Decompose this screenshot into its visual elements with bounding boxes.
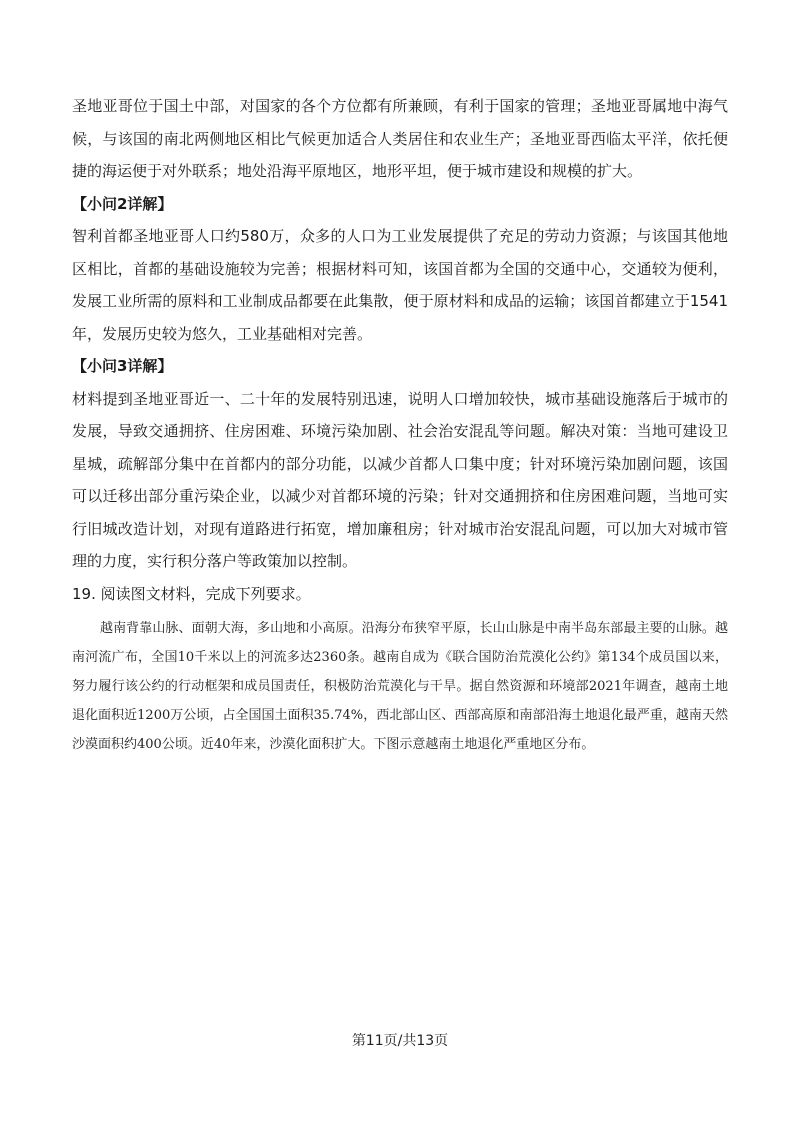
reading-material: 越南背靠山脉、面朝大海，多山地和小高原。沿海分布狭窄平原，长山山脉是中南半岛东部最主要的山脉。越南河流广布，全国10千米以上的河流多达2360条。越南自成为《联合国防治荒漠化公约》第134个成员国以来，努力履行该公约的行动框架和成员国责任，积极防治荒漠化与干旱。据自然资源和环境部2021年调查，越南土地退化面积近1200万公顷，占全国国土面积35.74%，西北部山区、西部高原和南部沿海土地退化最严重，越南天然沙漠面积约400公顷。近40年来，沙漠化面积扩大。下图示意越南土地退化严重地区分布。 [72,621,728,752]
page-number-footer: 第11页/共13页 [351,1033,449,1049]
answer-paragraph-1: 圣地亚哥位于国土中部，对国家的各个方位都有所兼顾，有利于国家的管理；圣地亚哥属地中海气候，与该国的南北两侧地区相比气候更加适合人类居住和农业生产；圣地亚哥西临太平洋，依托便捷的海运便于对外联系；地处沿海平原地区，地形平坦，便于城市建设和规模的扩大。 [72,97,728,180]
section-heading-q3: 【小问3详解】 [72,357,173,375]
answer-paragraph-2: 智利首都圣地亚哥人口约580万，众多的人口为工业发展提供了充足的劳动力资源；与该国其他地区相比，首都的基础设施较为完善；根据材料可知，该国首都为全国的交通中心，交通较为便利，发展工业所需的原料和工业制成品都要在此集散，便于原材料和成品的运输；该国首都建立于1541年，发展历史较为悠久，工业基础相对完善。 [72,227,728,343]
page-content [72,90,728,759]
answer-paragraph-3: 材料提到圣地亚哥近一、二十年的发展特别迅速，说明人口增加较快，城市基础设施落后于城市的发展，导致交通拥挤、住房困难、环境污染加剧、社会治安混乱等问题。解决对策：当地可建设卫星城，疏解部分集中在首都内的部分功能，以减少首都人口集中度；针对环境污染加剧问题，该国可以迁移出部分重污染企业，以减少对首都环境的污染；针对交通拥挤和住房困难问题，当地可实行旧城改造计划，对现有道路进行拓宽，增加廉租房；针对城市治安混乱问题，可以加大对城市管理的力度，实行积分落户等政策加以控制。 [72,389,728,570]
section-heading-q2: 【小问2详解】 [72,194,173,213]
question-19-prompt: 19. 阅读图文材料，完成下列要求。 [72,584,311,603]
